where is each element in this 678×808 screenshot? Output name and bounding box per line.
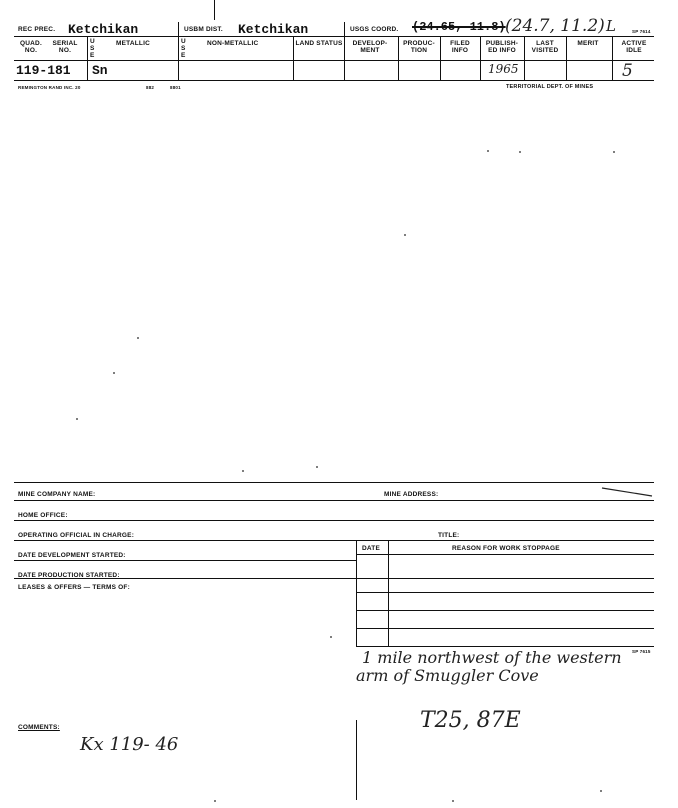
handwritten-location-line-2: arm of Smuggler Cove — [356, 666, 539, 685]
nonmetallic-label: NON-METALLIC — [207, 40, 259, 47]
rule — [356, 592, 654, 593]
handwritten-comment: Kx 119- 46 — [80, 734, 179, 755]
divider — [566, 36, 567, 80]
rule — [14, 520, 654, 521]
quad-label: QUAD. NO. — [20, 40, 42, 54]
rule — [14, 560, 356, 561]
divider — [440, 36, 441, 80]
printer-text: REMINGTON RAND INC. 20 — [18, 85, 81, 90]
small-form-code: SP 7615 — [632, 649, 651, 654]
mine-address-label: MINE ADDRESS: — [384, 491, 439, 498]
lower-top-rule — [14, 482, 654, 483]
printer-code-2: 8801 — [170, 85, 181, 90]
pen-stroke — [600, 484, 654, 500]
quad-serial-value: 119-181 — [16, 63, 71, 78]
production-label: PRODUC-TION — [403, 40, 435, 54]
divider — [178, 36, 179, 80]
published-info-value: 1965 — [488, 62, 519, 76]
divider — [398, 36, 399, 80]
scan-speck — [242, 470, 244, 472]
handwritten-letter: L — [606, 17, 616, 35]
date-development-label: DATE DEVELOPMENT STARTED: — [18, 552, 126, 559]
scan-speck — [76, 418, 78, 420]
handwritten-location-line-1: 1 mile northwest of the western — [362, 648, 622, 667]
land-status-label: LAND STATUS — [295, 40, 343, 47]
rec-prec-value: Ketchikan — [68, 22, 139, 37]
divider — [293, 36, 294, 80]
published-info-label: PUBLISH-ED INFO — [485, 40, 519, 54]
use-right-label: U S E — [181, 38, 186, 59]
leases-label: LEASES & OFFERS — TERMS OF: — [18, 584, 130, 591]
rec-prec-label: REC PREC. — [18, 26, 56, 33]
development-label: DEVELOP-MENT — [352, 40, 388, 54]
column-header-underline — [14, 60, 654, 61]
rule — [14, 500, 654, 501]
home-office-label: HOME OFFICE: — [18, 512, 68, 519]
printer-code-1: 882 — [146, 85, 155, 90]
title-label: TITLE: — [438, 532, 460, 539]
rule — [356, 610, 654, 611]
divider — [524, 36, 525, 80]
divider — [356, 720, 357, 800]
usgs-coord-struck: (24.65, 11.8) — [412, 20, 506, 34]
use-left-label: U S E — [90, 38, 95, 59]
comments-label: COMMENTS: — [18, 724, 60, 731]
usbm-dist-label: USBM DIST. — [184, 26, 223, 33]
serial-label: SERIAL NO. — [52, 40, 78, 54]
filed-info-label: FILED INFO — [450, 40, 470, 54]
scan-speck — [137, 337, 139, 339]
scan-speck — [487, 150, 489, 152]
usgs-coord-label: USGS COORD. — [350, 26, 399, 33]
row-underline — [14, 80, 654, 81]
divider — [344, 22, 345, 80]
rule — [14, 578, 654, 579]
rule — [14, 540, 654, 541]
scan-speck — [214, 800, 216, 802]
scan-speck — [113, 372, 115, 374]
mine-company-label: MINE COMPANY NAME: — [18, 491, 96, 498]
active-idle-value: 5 — [622, 61, 633, 81]
merit-label: MERIT — [577, 40, 599, 47]
date-col-right — [388, 540, 389, 646]
usgs-coord-handwritten: (24.7, 11.2) — [505, 16, 605, 36]
operating-official-label: OPERATING OFFICIAL IN CHARGE: — [18, 532, 135, 539]
date-production-label: DATE PRODUCTION STARTED: — [18, 572, 120, 579]
scan-speck — [613, 151, 615, 153]
scan-speck — [600, 790, 602, 792]
divider — [87, 36, 88, 80]
scan-speck — [330, 636, 332, 638]
last-visited-label: LAST VISITED — [531, 40, 559, 54]
scan-speck — [452, 800, 454, 802]
metallic-value: Sn — [92, 63, 108, 78]
divider — [612, 36, 613, 80]
form-code: SP 7614 — [632, 29, 651, 34]
scan-speck — [519, 151, 521, 153]
divider — [480, 36, 481, 80]
rule — [356, 628, 654, 629]
active-idle-label: ACTIVE IDLE — [621, 40, 647, 54]
date-column-label: DATE — [362, 545, 381, 552]
reason-label: REASON FOR WORK STOPPAGE — [452, 545, 560, 552]
rule — [356, 554, 654, 555]
usbm-dist-value: Ketchikan — [238, 22, 309, 37]
handwritten-coords: T25, 87E — [420, 708, 521, 733]
scan-speck — [404, 234, 406, 236]
rule — [356, 646, 654, 647]
date-col-left — [356, 540, 357, 646]
scan-speck — [316, 466, 318, 468]
top-tick — [214, 0, 215, 20]
metallic-label: METALLIC — [116, 40, 150, 47]
department-text: TERRITORIAL DEPT. OF MINES — [506, 84, 594, 90]
